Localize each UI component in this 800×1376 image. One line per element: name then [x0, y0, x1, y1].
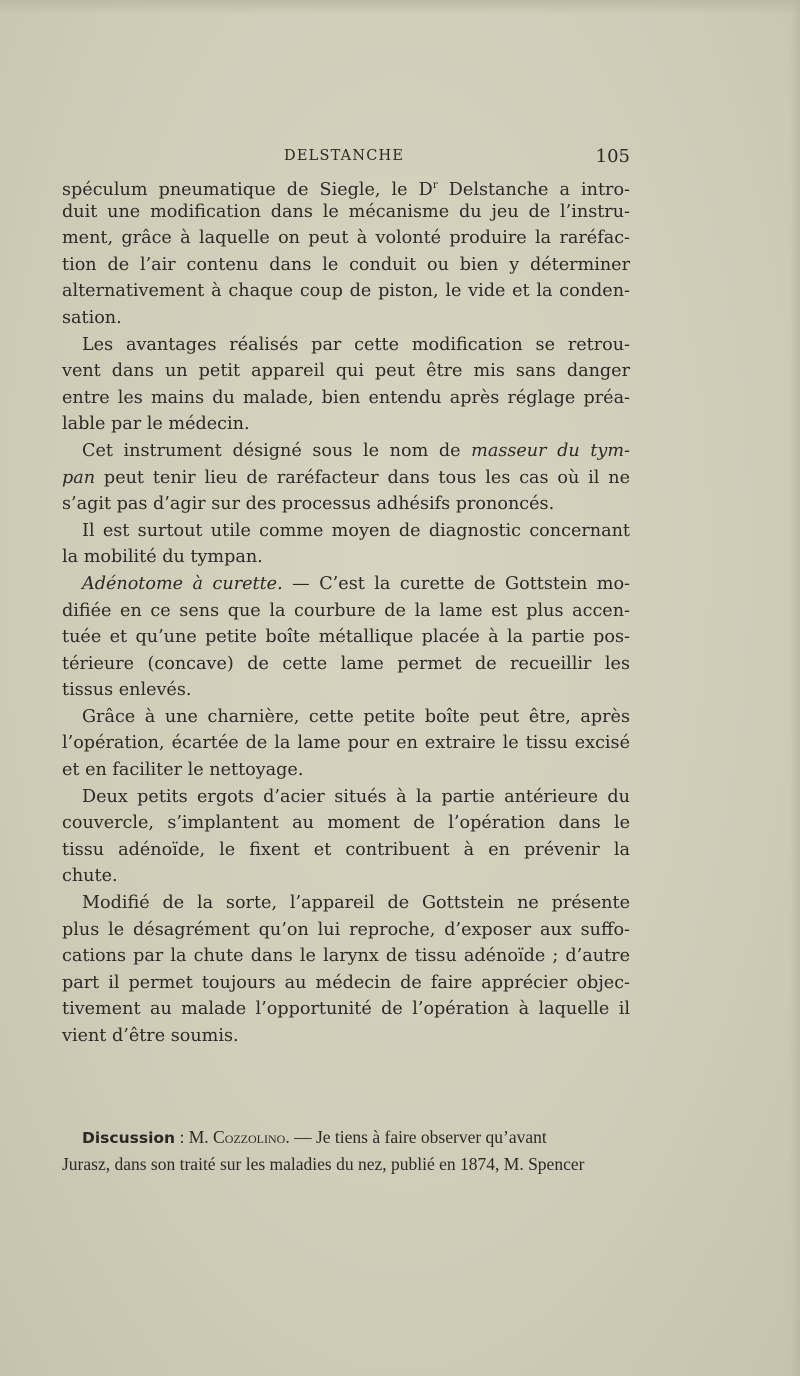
paragraph-start-line: Modifié de la sorte, l’appareil de Gottstein ne présente	[82, 893, 630, 914]
text-line: tion de l’air contenu dans le conduit ou bien y déterminer	[62, 254, 630, 275]
text-line: tivement au malade l’opportunité de l’opération à laquelle il	[62, 999, 630, 1020]
text-line: la mobilité du tympan.	[62, 547, 263, 568]
paragraph-start-line: Grâce à une charnière, cette petite boîte peut être, après	[82, 706, 630, 727]
page-top-shadow	[0, 0, 800, 14]
text-line: couvercle, s’implantent au moment de l’opération dans le	[62, 813, 630, 834]
text-line: tuée et qu’une petite boîte métallique placée à la partie pos-	[62, 627, 630, 648]
paragraph-start-line: Il est surtout utile comme moyen de diagnostic concernant	[82, 520, 630, 541]
text-line: difiée en ce sens que la courbure de la lame est plus accen-	[62, 600, 630, 621]
page-right-shadow	[790, 0, 800, 1376]
text-line: cations par la chute dans le larynx de tissu adénoïde ; d’autre	[62, 946, 630, 967]
text-line: plus le désagrément qu’on lui reproche, d’exposer aux suffo-	[62, 919, 630, 940]
text-line: tissus enlevés.	[62, 680, 192, 701]
text-line: vent dans un petit appareil qui peut être mis sans danger	[62, 361, 630, 382]
paragraph-start-line: Les avantages réalisés par cette modification se retrou-	[82, 334, 630, 355]
text-line: lable par le médecin.	[62, 414, 250, 435]
text-line: tissu adénoïde, le fixent et contribuent à en prévenir la	[62, 839, 630, 860]
text-line: alternativement à chaque coup de piston, le vide et la conden-	[62, 281, 630, 302]
text-line: sation.	[62, 307, 122, 328]
paragraph-start-line: Adénotome à curette. — C’est la curette de Gottstein mo-	[82, 573, 631, 594]
text-line: l’opération, écartée de la lame pour en extraire le tissu excisé	[62, 733, 630, 754]
page-number: 105	[595, 146, 630, 167]
text-line: s’agit pas d’agir sur des processus adhésifs prononcés.	[62, 494, 555, 515]
text-line: vient d’être soumis.	[62, 1026, 239, 1046]
discussion-text: : M. Cozzolino. — Je tiens à faire observer qu’avant	[175, 1127, 547, 1147]
body-text	[62, 172, 630, 1050]
discussion-line: Jurasz, dans son traité sur les maladies du nez, publié en 1874, M. Spencer	[62, 1153, 585, 1174]
text-line: entre les mains du malade, bien entendu après réglage préa-	[62, 387, 630, 408]
text-line: pan peut tenir lieu de raréfacteur dans tous les cas où il ne	[62, 467, 630, 488]
paragraph-start-line: Deux petits ergots d’acier situés à la partie antérieure du	[82, 786, 630, 807]
running-title: DELSTANCHE	[284, 148, 405, 164]
text-line: ment, grâce à laquelle on peut à volonté produire la raréfac-	[62, 228, 630, 249]
running-header	[62, 146, 630, 170]
text-line: part il permet toujours au médecin de faire apprécier objec-	[62, 972, 630, 993]
text-line: chute.	[62, 866, 118, 887]
text-line: duit une modification dans le mécanisme du jeu de l’instru-	[62, 201, 630, 222]
discussion-note	[62, 1124, 630, 1177]
text-line: et en faciliter le nettoyage.	[62, 760, 304, 781]
discussion-label: Discussion	[82, 1129, 176, 1147]
paragraph-start-line: Cet instrument désigné sous le nom de masseur du tym-	[82, 440, 630, 461]
text-line: spéculum pneumatique de Siegle, le $D^r$ Delstanche a intro-	[62, 179, 630, 200]
discussion-line	[62, 1124, 630, 1151]
text-line: térieure (concave) de cette lame permet de recueillir les	[62, 653, 630, 674]
